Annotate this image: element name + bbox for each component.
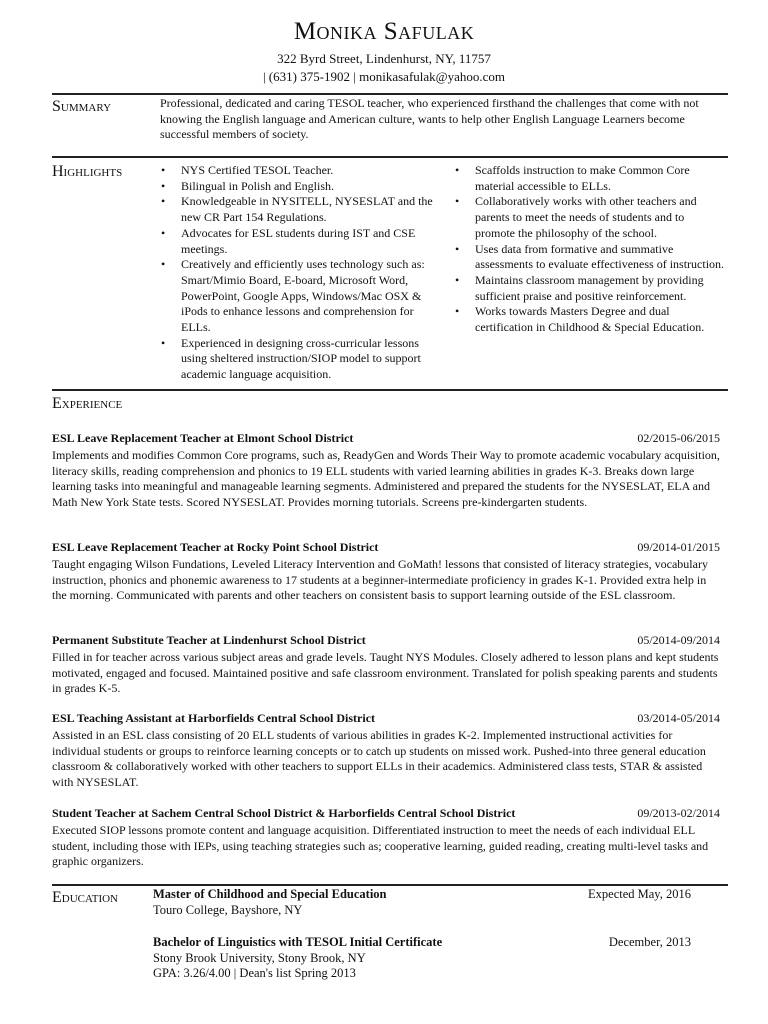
section-divider: [52, 389, 728, 391]
highlights-left-list: [156, 163, 441, 383]
school-name: Touro College, Bayshore, NY: [153, 902, 303, 917]
job-entry: [52, 431, 720, 510]
job-entry: [52, 633, 720, 697]
job-description: Assisted in an ESL class consisting of 20 ELL students of various abilities in grades K-2. Implemented instructional activities for individual students or groups to reinforce learning concepts or to catch up students on missed work. Pushed-into three general education classroom & collaboratively worked with other teachers to support ELLs in their academics. Administered class tests, STAR & assisted with NYSESLAT.: [52, 728, 706, 789]
section-divider: [52, 156, 728, 158]
job-title: ESL Leave Replacement Teacher at Rocky Point School District: [52, 540, 379, 554]
education-heading: Education: [52, 889, 118, 906]
contact-info: | (631) 375-1902 | monikasafulak@yahoo.com: [262, 69, 506, 84]
highlight-item: • Creatively and efficiently uses technology such as: Smart/Mimio Board, E-board, Microsoft Word, PowerPoint, Google Apps, Windows/Mac OSX & iPods to enhance lessons and comprehension for ELLs.: [156, 257, 441, 336]
job-dates: 05/2014-09/2014: [637, 633, 720, 647]
job-dates: 02/2015-06/2015: [637, 431, 720, 445]
degree-title: Bachelor of Linguistics with TESOL Initial Certificate: [153, 935, 443, 949]
degree-date: December, 2013: [608, 935, 691, 949]
highlight-item: • Experienced in designing cross-curricular lessons using sheltered instruction/SIOP model to support academic language acquisition.: [156, 336, 441, 383]
highlight-item: • NYS Certified TESOL Teacher.: [156, 163, 441, 179]
job-title: ESL Leave Replacement Teacher at Elmont School District: [52, 431, 354, 445]
degree-date: Expected May, 2016: [588, 887, 691, 901]
highlight-item: • Advocates for ESL students during IST and CSE meetings.: [156, 226, 441, 257]
education-entry: [153, 887, 691, 918]
highlight-item: • Works towards Masters Degree and dual certification in Childhood & Special Education.: [450, 304, 725, 335]
job-description: Executed SIOP lessons promote content and language acquisition. Differentiated instruction to meet the needs of each individual ELL student, including those with IEPs, using teaching strategies such as; cooperative learning, guided reading, creating multi-level tasks and graphic organizers.: [52, 823, 709, 868]
job-description: Implements and modifies Common Core programs, such as, ReadyGen and Words Their Way to promote academic vocabulary acquisition, literacy skills, reading comprehension and phonics to 19 ELL students with varied learning abilities in grades K-3. Breaks down large learning tasks into meaningful and manageable learning segments. Administered and prepared the students for the NYSESLAT, ELA and Math New York State tests. Scored NYSESLAT. Provides morning tutorials. Screens pre-kindergarten students.: [52, 448, 720, 509]
summary-text: Professional, dedicated and caring TESOL teacher, who experienced firsthand the challenges that come with not knowing the English language and American culture, wants to help other English Language Learners become successful members of society.: [160, 96, 699, 142]
job-description: Filled in for teacher across various subject areas and grade levels. Taught NYS Modules. Closely adhered to lesson plans and kept students motivated, engaged and focused. Maintained positive and safe classroom environment. Translated for polish speaking parents and students in grades K-5.: [52, 650, 719, 695]
job-entry: [52, 711, 720, 790]
education-entry: [153, 935, 691, 982]
experience-heading: Experience: [52, 395, 123, 412]
highlight-item: • Uses data from formative and summative assessments to evaluate effectiveness of instruction.: [450, 242, 725, 273]
highlight-item: • Knowledgeable in NYSITELL, NYSESLAT and the new CR Part 154 Regulations.: [156, 194, 441, 225]
job-dates: 09/2013-02/2014: [637, 806, 720, 820]
job-title: ESL Teaching Assistant at Harborfields Central School District: [52, 711, 376, 725]
highlights-heading: Highlights: [52, 163, 123, 180]
job-dates: 09/2014-01/2015: [637, 540, 720, 554]
address: 322 Byrd Street, Lindenhurst, NY, 11757: [277, 51, 491, 66]
job-entry: [52, 540, 720, 604]
job-title: Student Teacher at Sachem Central School District & Harborfields Central School District: [52, 806, 516, 820]
job-description: Taught engaging Wilson Fundations, Leveled Literacy Intervention and GoMath! lessons that consisted of literacy strategies, vocabulary instruction, phonics and phonemic awareness to 17 students at a beginner-intermediate proficiency in grades K-1. Provided extra help in the morning. Communicated with parents and other teachers on consistent basis to support learning outside of the ESL classroom.: [52, 557, 708, 602]
summary-heading: Summary: [52, 98, 112, 115]
section-divider: [52, 93, 728, 95]
gpa-honors: GPA: 3.26/4.00 | Dean's list Spring 2013: [153, 966, 356, 980]
highlight-item: • Maintains classroom management by providing sufficient praise and positive reinforcement.: [450, 273, 725, 304]
section-divider: [52, 884, 728, 886]
job-dates: 03/2014-05/2014: [637, 711, 720, 725]
resume-name: Monika Safulak: [293, 18, 475, 45]
degree-title: Master of Childhood and Special Education: [153, 887, 387, 901]
highlight-item: • Collaboratively works with other teachers and parents to meet the needs of students and to promote the philosophy of the school.: [450, 194, 725, 241]
highlight-item: • Scaffolds instruction to make Common Core material accessible to ELLs.: [450, 163, 725, 194]
highlight-item: • Bilingual in Polish and English.: [156, 179, 441, 195]
job-title: Permanent Substitute Teacher at Lindenhurst School District: [52, 633, 366, 647]
school-name: Stony Brook University, Stony Brook, NY: [153, 950, 366, 965]
job-entry: [52, 806, 720, 870]
highlights-right-list: [450, 163, 725, 336]
